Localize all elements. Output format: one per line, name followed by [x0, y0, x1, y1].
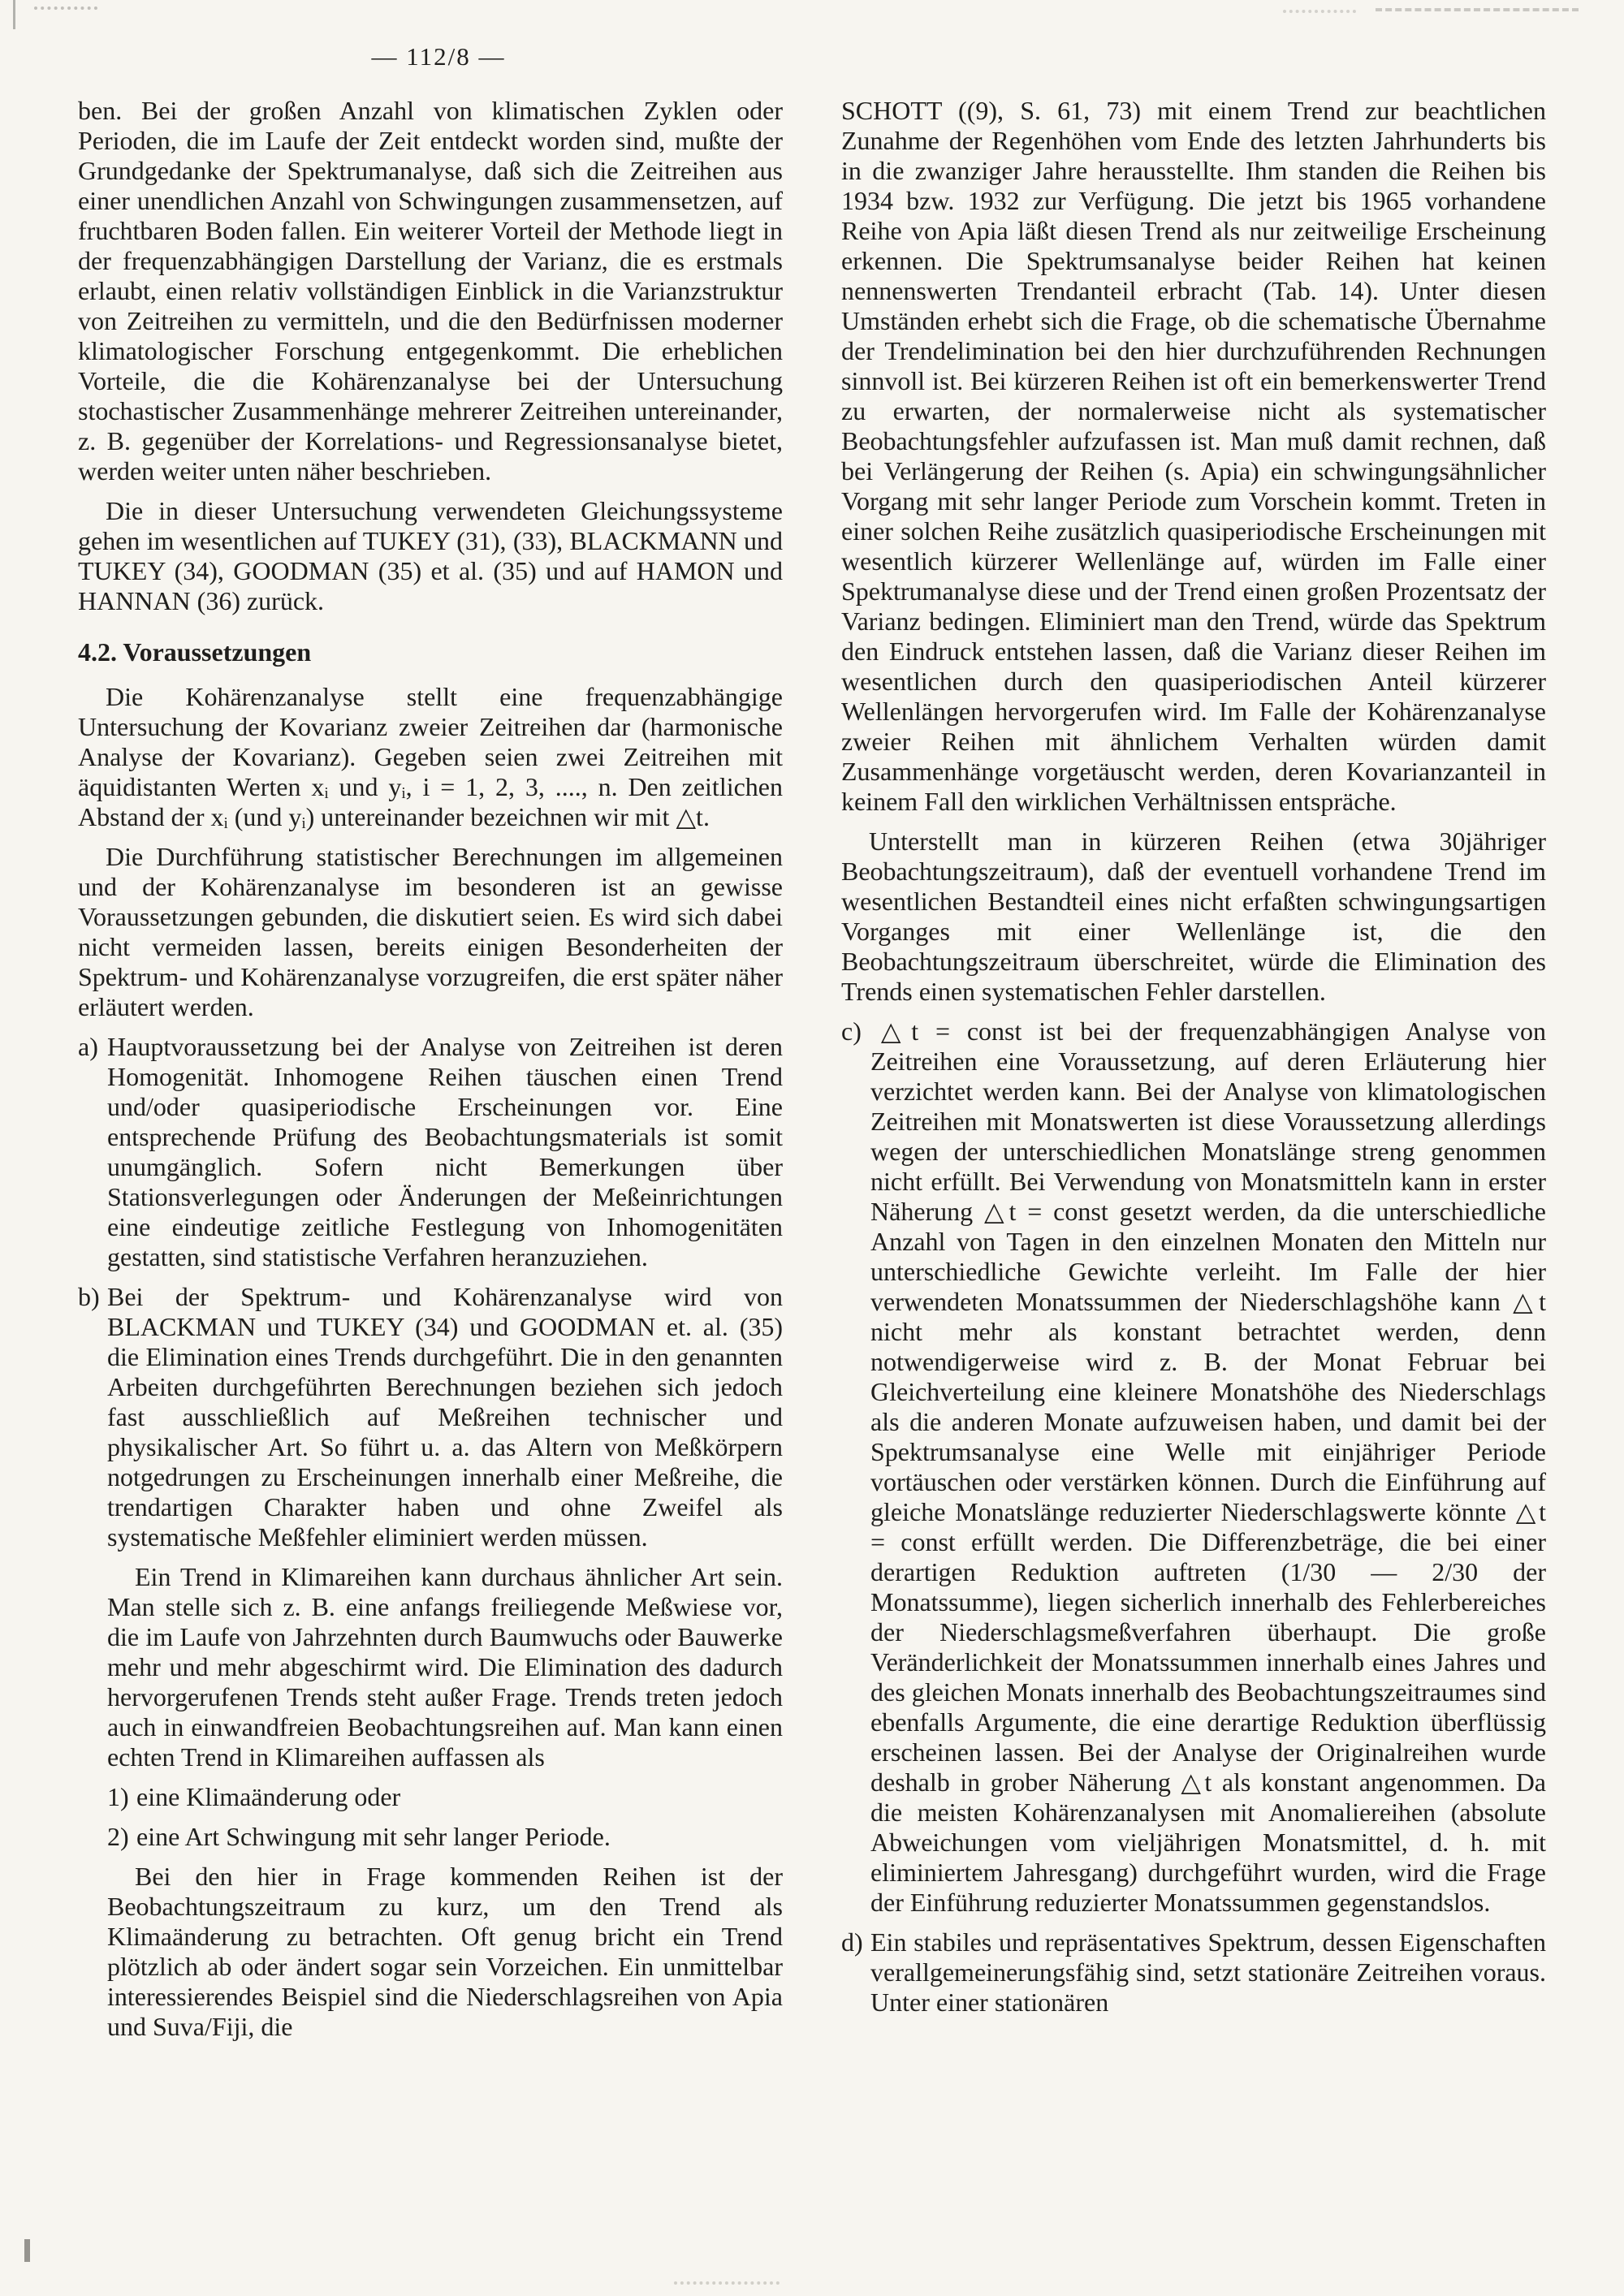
paragraph: Ein Trend in Klimareihen kann durchaus ähnlicher Art sein. Man stelle sich z. B. eine anfangs freiliegende Meßwiese vor, die im Laufe von Jahrzehnten durch Baumwuchs oder Bauwerke mehr und mehr abgeschirmt wird. Die Elimination des dadurch hervorgerufenen Trends steht außer Frage. Trends treten jedoch auch in einwandfreien Beobachtungsreihen auf. Man kann einen echten Trend in Klimareihen auffassen als: [107, 1562, 783, 1772]
list-item: c) △t = const ist bei der frequenzabhängigen Analyse von Zeitreihen eine Voraussetzung, auf deren Erläuterung hier verzichtet werden kann. Bei der Analyse von klimatologischen Zeitreihen mit Monatswerten ist diese Voraussetzung allerdings wegen der unterschiedlichen Monatslänge streng genommen nicht erfüllt. Bei Verwendung von Monatsmitteln kann in erster Näherung △t = const gesetzt werden, da die unterschiedliche Anzahl von Tagen in den einzelnen Monaten den Mitteln nur unterschiedliche Gewichte verleiht. Im Falle der hier verwendeten Monatssummen der Niederschlagshöhe kann △t nicht mehr als konstant betrachtet werden, denn notwendigerweise wird z. B. der Monat Februar bei Gleichverteilung eine kleinere Monatshöhe des Niederschlags als die anderen Monate aufzuweisen haben, und damit bei der Spektrumsanalyse eine Welle mit einjähriger Periode vortäuschen oder verstärken können. Durch die Einführung auf gleiche Monatslänge reduzierter Niederschlagswerte könnte △t = const erfüllt werden. Die Differenzbeträge, die bei einer derartigen Reduktion auftreten (1/30 — 2/30 der Monatssumme), liegen sicherlich innerhalb des Fehlerbereiches der Niederschlagsmeßverfahren überhaupt. Die große Veränderlichkeit der Monatssummen innerhalb eines Jahres und des gleichen Monats innerhalb des Beobachtungszeitraumes sind ebenfalls Argumente, die eine derartige Reduktion überflüssig erscheinen lassen. Bei der Analyse der Originalreihen wurde deshalb in grober Näherung △t als konstant angenommen. Da die meisten Kohärenzanalysen mit Anomaliereihen (absolute Abweichungen vom vieljährigen Monatsmittel, d. h. mit eliminiertem Jahresgang) durchgeführt wurden, wird die Frage der Einführung reduzierter Monatssummen gegenstandslos.: [841, 1016, 1546, 1917]
paragraph: Die Kohärenzanalyse stellt eine frequenzabhängige Untersuchung der Kovarianz zweier Zeitreihen dar (harmonische Analyse der Kovarianz). Gegeben seien zwei Zeitreihen mit äquidistanten Werten xᵢ und yᵢ, i = 1, 2, 3, ...., n. Den zeitlichen Abstand der xᵢ (und yᵢ) untereinander bezeichnen wir mit △t.: [78, 682, 783, 831]
list-item-label: 1): [107, 1782, 129, 1811]
right-column: [841, 96, 1546, 2052]
scan-artifact-bottom-mark: [24, 2239, 30, 2262]
list-item-label: c): [841, 1016, 862, 1046]
paragraph: SCHOTT ((9), S. 61, 73) mit einem Trend zur beachtlichen Zunahme der Regenhöhen vom Ende des letzten Jahrhunderts bis in die zwanziger Jahre herausstellte. Ihm standen die Reihen bis 1934 bzw. 1932 zur Verfügung. Die jetzt bis 1965 vorhandene Reihe von Apia läßt diesen Trend als nur zeitweilige Erscheinung erkennen. Die Spektrumsanalyse beider Reihen hat keinen nennenswerten Trendanteil erbracht (Tab. 14). Unter diesen Umständen erhebt sich die Frage, ob die schematische Übernahme der Trendelimination bei den hier durchzuführenden Rechnungen sinnvoll ist. Bei kürzeren Reihen ist oft ein bemerkenswerter Trend zu erwarten, der normalerweise nicht als systematischer Beobachtungsfehler aufzufassen ist. Man muß damit rechnen, daß bei Verlängerung der Reihen (s. Apia) ein schwingungsähnlicher Vorgang mit sehr langer Periode zum Vorschein kommt. Treten in einer solchen Reihe zusätzlich quasiperiodische Erscheinungen mit wesentlich kürzerer Wellenlänge auf, würden im Falle einer Spektrumanalyse diese und der Trend einen großen Prozentsatz der Varianz bedingen. Eliminiert man den Trend, würde das Spektrum den Eindruck entstehen lassen, daß die Varianz dieser Reihen im wesentlichen durch den quasiperiodischen Anteil kürzerer Wellenlängen hervorgerufen wird. Im Falle der Kohärenzanalyse zweier Reihen mit ähnlichem Verhalten würden damit Zusammenhänge vorgetäuscht werden, deren Kovarianzanteil in keinem Fall den wirklichen Verhältnissen entspräche.: [841, 96, 1546, 816]
list-item: 2) eine Art Schwingung mit sehr langer Periode.: [107, 1822, 611, 1851]
list-item: b) Bei der Spektrum- und Kohärenzanalyse wird von BLACKMAN und TUKEY (34) und GOODMAN et. al. (35) die Elimination eines Trends durchgeführt. Die in den genannten Arbeiten durchgeführten Berechnungen beziehen sich jedoch fast ausschließlich auf Meßreihen technischer und physikalischer Art. So führt u. a. das Altern von Meßkörpern notgedrungen zu Erscheinungen innerhalb einer Meßreihe, die trendartigen Charakter haben und ohne Zweifel als systematische Meßfehler eliminiert werden müssen.: [78, 1282, 783, 1552]
list-item-label: d): [841, 1927, 863, 1957]
list-item: a) Hauptvoraussetzung bei der Analyse von Zeitreihen ist deren Homogenität. Inhomogene Reihen täuschen einen Trend und/oder quasiperiodische Erscheinungen vor. Eine entsprechende Prüfung des Beobachtungsmaterials ist somit unumgänglich. Sofern nicht Bemerkungen über Stationsverlegungen oder Änderungen der Meßeinrichtungen eine eindeutige zeitliche Festlegung von Inhomogenitäten gestatten, sind statistische Verfahren heranzuziehen.: [78, 1032, 783, 1271]
scan-artifact-bottom-dots: [674, 2281, 780, 2285]
scan-artifact-top-right-dash: [1376, 8, 1579, 11]
scan-artifact-top-dots: [34, 6, 97, 10]
list-item: d) Ein stabiles und repräsentatives Spektrum, dessen Eigenschaften verallgemeinerungsfähig sind, setzt stationäre Zeitreihen voraus. Unter einer stationären: [841, 1927, 1546, 2017]
list-item-label: 2): [107, 1822, 129, 1851]
paragraph: Bei den hier in Frage kommenden Reihen ist der Beobachtungszeitraum zu kurz, um den Trend als Klimaänderung zu betrachten. Oft genug bricht ein Trend plötzlich ab oder ändert sogar sein Vorzeichen. Ein unmittelbar interessierendes Beispiel sind die Niederschlagsreihen von Apia und Suva/Fiji, die: [107, 1862, 783, 2041]
paragraph: Unterstellt man in kürzeren Reihen (etwa 30jähriger Beobachtungszeitraum), daß der eventuell vorhandene Trend im wesentlichen Bestandteil eines nicht erfaßten schwingungsartigen Vorganges mit einer Wellenlänge ist, die den Beobachtungszeitraum überschreitet, würde die Elimination des Trends einen systematischen Fehler darstellen.: [841, 826, 1546, 1006]
text-columns: [78, 96, 1546, 2052]
paragraph: Die in dieser Untersuchung verwendeten Gleichungssysteme gehen im wesentlichen auf TUKEY (31), (33), BLACKMANN und TUKEY (34), GOODMAN (35) et al. (35) und auf HAMON und HANNAN (36) zurück.: [78, 496, 783, 615]
scan-artifact-top-right-dots: [1283, 10, 1356, 13]
left-column: [78, 96, 783, 2052]
paragraph: Die Durchführung statistischer Berechnungen im allgemeinen und der Kohärenzanalyse im besonderen ist an gewisse Voraussetzungen gebunden, die diskutiert seien. Es wird sich dabei nicht vermeiden lassen, bereits einigen Besonderheiten der Spektrum- und Kohärenzanalyse vorzugreifen, die erst später näher erläutert werden.: [78, 842, 783, 1021]
scan-artifact-edge-line: [13, 0, 15, 29]
paragraph: ben. Bei der großen Anzahl von klimatischen Zyklen oder Perioden, die im Laufe der Zeit entdeckt worden sind, mußte der Grundgedanke der Spektrumanalyse, daß sich die Zeitreihen aus einer unendlichen Anzahl von Schwingungen zusammensetzen, auf fruchtbaren Boden fallen. Ein weiterer Vorteil der Methode liegt in der frequenzabhängigen Darstellung der Varianz, die es erstmals erlaubt, einen relativ vollständigen Einblick in die Varianzstruktur von Zeitreihen zu vermitteln, und die den Bedürfnissen moderner klimatologischer Forschung entgegenkommt. Die erheblichen Vorteile, die die Kohärenzanalyse bei der Untersuchung stochastischer Zusammenhänge mehrerer Zeitreihen untereinander, z. B. gegenüber der Korrelations- und Regressionsanalyse bietet, werden weiter unten näher beschrieben.: [78, 96, 783, 486]
page-number: — 112/8 —: [371, 42, 506, 71]
list-item: 1) eine Klimaänderung oder: [107, 1782, 401, 1811]
list-item-label: b): [78, 1282, 100, 1311]
list-item-label: a): [78, 1032, 98, 1061]
section-heading: 4.2. Voraussetzungen: [78, 637, 312, 667]
